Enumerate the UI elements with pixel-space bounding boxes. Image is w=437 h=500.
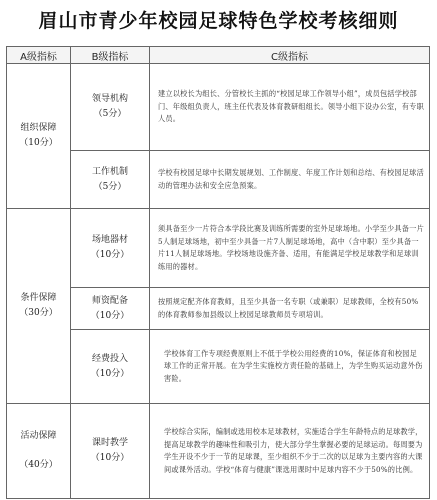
a-label: 活动保障 (20, 431, 57, 441)
b-cell-leadership (71, 64, 150, 151)
a-label: 组织保障 (20, 123, 57, 133)
assessment-table (6, 46, 430, 499)
a-cell-conditions (7, 209, 71, 404)
b-score: （5分） (93, 109, 127, 119)
b-label: 领导机构 (91, 94, 128, 104)
a-cell-activities (7, 404, 71, 499)
b-label: 师资配备 (91, 295, 128, 306)
a-cell-organization (7, 64, 71, 209)
b-cell-teachers (71, 288, 150, 330)
table-row (7, 330, 430, 404)
b-score: （10分） (90, 250, 130, 260)
c-cell-teachers: 按照规定配齐体育教师，且至少具备一名专职（或兼职）足球教师，全校有50%的体育教师参加县级以上校园足球教师员专项培训。 (150, 288, 430, 330)
table-header-row (7, 47, 430, 64)
c-cell-mechanism: 学校有校园足球中长期发展规划、工作制度、年度工作计划和总结、有校园足球活动的管理办法和安全应急预案。 (150, 151, 430, 209)
b-label: 场地器材 (91, 235, 128, 245)
c-cell-funding: 学校体育工作专项经费原则上不低于学校公用经费的10%，保证体育和校园足球工作的正常开展。在为学生实施校方责任险的基础上，为学生购买运动意外伤害险。 (150, 330, 430, 404)
b-score: （10分） (90, 453, 130, 463)
a-label: 条件保障 (20, 293, 57, 303)
a-score: （10分） (19, 138, 58, 148)
b-cell-funding (71, 330, 150, 404)
b-label: 课时教学 (91, 438, 128, 448)
header-b: B级指标 (71, 47, 150, 64)
table-row (7, 64, 430, 151)
b-cell-class-teaching (71, 404, 150, 499)
b-label: 工作机制 (91, 166, 128, 177)
b-score: （10分） (90, 310, 130, 321)
b-score: （5分） (93, 181, 127, 192)
header-c: C级指标 (150, 47, 430, 64)
table-row (7, 151, 430, 209)
c-cell-leadership: 建立以校长为组长、分管校长主抓的“校园足球工作领导小组”，成员包括学校部门、年级组负责人，班主任代表及体育教研组组长。领导小组下设办公室，有专职人员。 (150, 64, 430, 151)
c-cell-facilities: 须具备至少一片符合本学段比赛及训练所需要的室外足球场地。小学至少具备一片5人制足球场地，初中至少具备一片7人制足球场地，高中（含中职）至少具备一片11人制足球场地。学校场地设施齐备、适用，有能满足学校足球教学和足球训练用的器材。 (150, 209, 430, 288)
b-cell-facilities (71, 209, 150, 288)
table-row (7, 288, 430, 330)
b-cell-mechanism (71, 151, 150, 209)
b-score: （10分） (90, 368, 130, 379)
table-row (7, 209, 430, 288)
b-label: 经费投入 (91, 353, 128, 364)
table-row (7, 404, 430, 499)
a-score: （40分） (19, 460, 58, 470)
page-title: 眉山市青少年校园足球特色学校考核细则 (38, 10, 399, 32)
c-cell-class-teaching: 学校综合实际，编制或选用校本足球教材，实施适合学生年龄特点的足球教学，提高足球教学的趣味性和吸引力，使大部分学生掌握必要的足球运动。每周要为学生开设不少于一节的足球课，至少组织不少于二次的以足球为主要内容的大课间或课外活动。学校“体育与健康”课选用课时中足球内容不少于50%的比例。 (150, 404, 430, 499)
a-score: （30分） (19, 308, 58, 318)
header-a: A级指标 (7, 47, 71, 64)
